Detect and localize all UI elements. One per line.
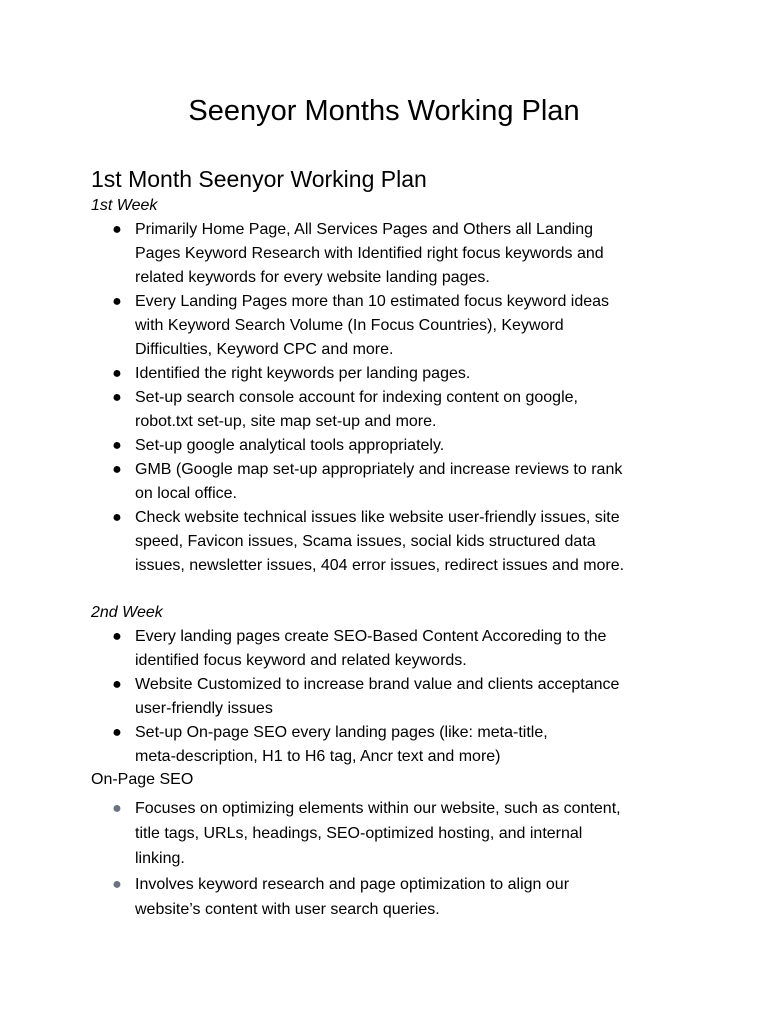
list-item-text-line: Set-up search console account for indexing content on google, (135, 389, 578, 406)
week2-list (91, 625, 691, 769)
bullet-icon: ● (112, 293, 122, 310)
bullet-icon: ● (112, 437, 122, 454)
list-item-text-line: issues, newsletter issues, 404 error issues, redirect issues and more. (135, 557, 625, 574)
list-item-text-line: Website Customized to increase brand value and clients acceptance (135, 676, 620, 693)
list-item-text-line: robot.txt set-up, site map set-up and more. (135, 413, 437, 430)
document-title: Seenyor Months Working Plan (188, 95, 580, 127)
section-heading: 1st Month Seenyor Working Plan (91, 166, 427, 192)
list-item-text-line: GMB (Google map set-up appropriately and increase reviews to rank (135, 461, 623, 478)
list-item-text-line: Identified the right keywords per landing pages. (135, 365, 471, 382)
week2-label: 2nd Week (91, 604, 163, 621)
list-item-text-line: linking. (135, 850, 185, 867)
list-item-text-line: related keywords for every website landing pages. (135, 269, 490, 286)
list-item-text-line: website’s content with user search queries. (135, 901, 440, 918)
bullet-icon: ● (112, 628, 122, 645)
bullet-icon: ● (112, 509, 122, 526)
list-item (91, 506, 691, 578)
list-item (91, 386, 691, 434)
list-item-text-line: Set-up google analytical tools appropriately. (135, 437, 445, 454)
bullet-icon: ● (112, 221, 122, 238)
bullet-icon: ● (112, 461, 122, 478)
list-item-text-line: title tags, URLs, headings, SEO-optimized hosting, and internal (135, 825, 583, 842)
list-item (91, 290, 691, 362)
list-item (91, 362, 691, 386)
list-item-text-line: Difficulties, Keyword CPC and more. (135, 341, 394, 358)
list-item-text-line: Set-up On-page SEO every landing pages (like: meta-title, (135, 724, 548, 741)
list-item (91, 796, 691, 871)
list-item-text-line: Primarily Home Page, All Services Pages and Others all Landing (135, 221, 593, 238)
bullet-icon: ● (112, 876, 122, 893)
list-item (91, 625, 691, 673)
week1-list (91, 218, 691, 578)
list-item-text-line: Check website technical issues like website user-friendly issues, site (135, 509, 620, 526)
list-item (91, 673, 691, 721)
bullet-icon: ● (112, 676, 122, 693)
bullet-icon: ● (112, 365, 122, 382)
list-item-text-line: identified focus keyword and related keywords. (135, 652, 467, 669)
list-item-text-line: Involves keyword research and page optimization to align our (135, 876, 570, 893)
list-item-text-line: meta-description, H1 to H6 tag, Ancr text and more) (135, 748, 501, 765)
list-item-text-line: speed, Favicon issues, Scama issues, social kids structured data (135, 533, 596, 550)
list-item (91, 434, 691, 458)
onpage-list (91, 796, 691, 923)
list-item (91, 458, 691, 506)
list-item (91, 218, 691, 290)
list-item (91, 721, 691, 769)
onpage-label: On-Page SEO (91, 771, 194, 788)
week1-label: 1st Week (91, 197, 158, 214)
list-item-text-line: user-friendly issues (135, 700, 273, 717)
list-item-text-line: Focuses on optimizing elements within our website, such as content, (135, 800, 621, 817)
bullet-icon: ● (112, 800, 122, 817)
list-item-text-line: Pages Keyword Research with Identified right focus keywords and (135, 245, 604, 262)
list-item-text-line: Every landing pages create SEO-Based Content Accoreding to the (135, 628, 607, 645)
list-item-text-line: with Keyword Search Volume (In Focus Countries), Keyword (135, 317, 564, 334)
list-item-text-line: Every Landing Pages more than 10 estimated focus keyword ideas (135, 293, 610, 310)
bullet-icon: ● (112, 389, 122, 406)
list-item-text-line: on local office. (135, 485, 237, 502)
bullet-icon: ● (112, 724, 122, 741)
list-item (91, 872, 691, 922)
